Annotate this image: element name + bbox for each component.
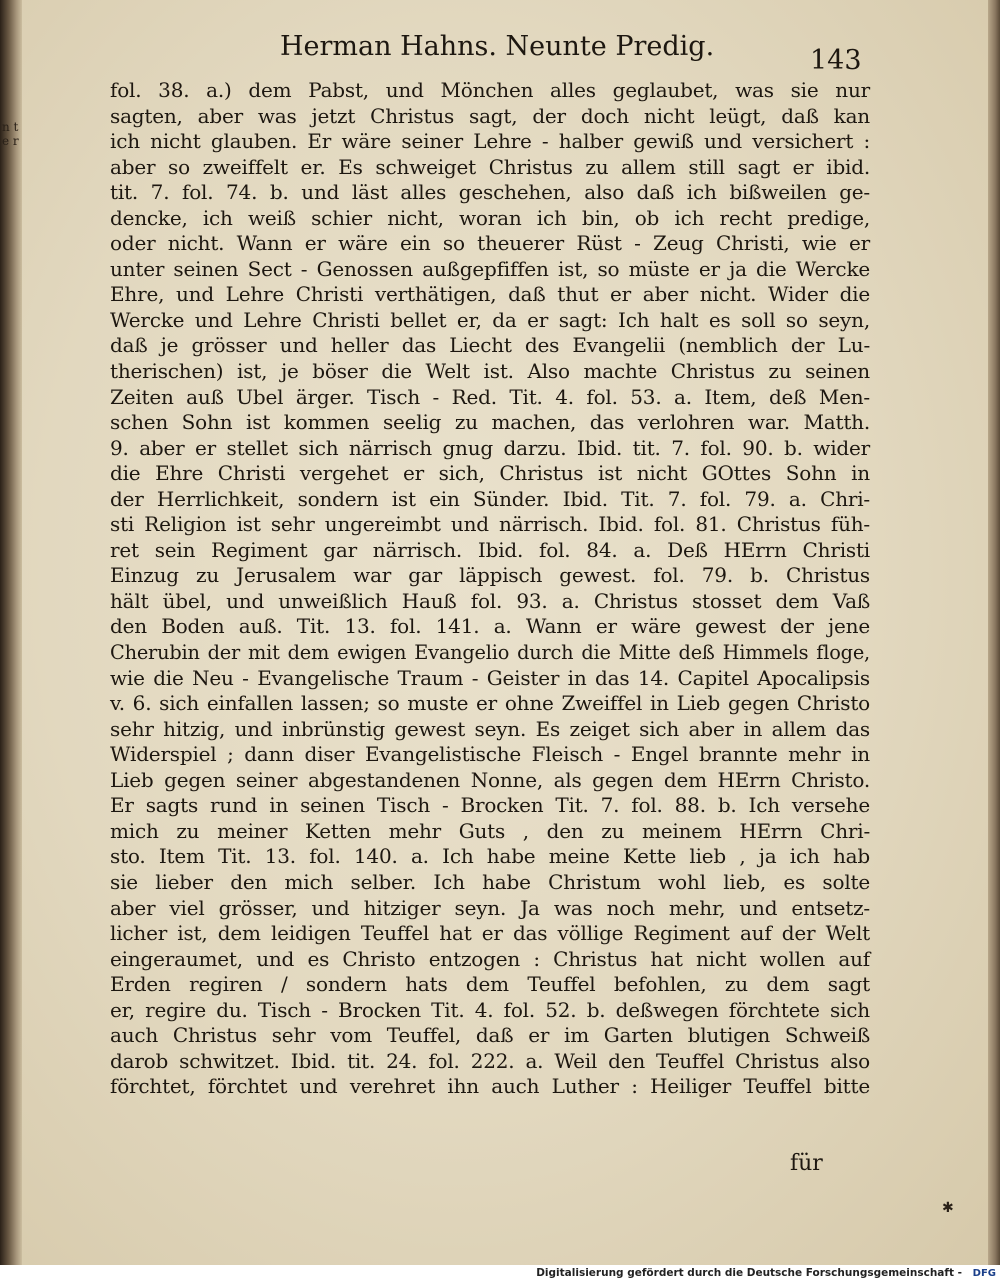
text-line: aber viel grösser, und hitziger seyn. Ja was noch mehr, und entsetz-: [110, 895, 870, 920]
text-line: Cherubin der mit dem ewigen Evangelio durch die Mitte deß Himmels floge,: [110, 641, 870, 665]
text-line: tit. 7. fol. 74. b. und läst alles geschehen, also daß ich bißweilen ge-: [110, 180, 870, 205]
text-line: ich nicht glauben. Er wäre seiner Lehre - halber gewiß und versichert :: [110, 129, 870, 154]
page-number: 143: [810, 45, 862, 76]
signature-mark: ✱: [942, 1200, 954, 1216]
text-line: schen Sohn ist kommen seelig zu machen, das verlohren war. Matth.: [110, 410, 870, 435]
text-line: sto. Item Tit. 13. fol. 140. a. Ich habe meine Kette lieb , ja ich hab: [110, 844, 870, 869]
text-line: oder nicht. Wann er wäre ein so theuerer Rüst - Zeug Christi, wie er: [110, 231, 870, 256]
text-line: unter seinen Sect - Genossen außgepfiffen ist, so müste er ja die Wercke: [110, 256, 870, 281]
facing-page-fragments: n t e r: [2, 120, 19, 148]
text-line: Ehre, und Lehre Christi verthätigen, daß thut er aber nicht. Wider die: [110, 282, 870, 307]
text-line: sagten, aber was jetzt Christus sagt, der doch nicht leügt, daß kan: [110, 103, 870, 128]
text-line: sie lieber den mich selber. Ich habe Christum wohl lieb, es solte: [110, 869, 870, 894]
text-line: licher ist, dem leidigen Teuffel hat er das völlige Regiment auf der Welt: [110, 921, 870, 946]
text-line: eingeraumet, und es Christo entzogen : Christus hat nicht wollen auf: [110, 946, 870, 971]
text-line: Erden regiren / sondern hats dem Teuffel befohlen, zu dem sagt: [110, 972, 870, 997]
text-line: dencke, ich weiß schier nicht, woran ich bin, ob ich recht predige,: [110, 205, 870, 230]
text-line: ret sein Regiment gar närrisch. Ibid. fol. 84. a. Deß HErrn Christi: [110, 537, 870, 562]
text-line: Einzug zu Jerusalem war gar läppisch gewest. fol. 79. b. Christus: [110, 563, 870, 588]
text-line: v. 6. sich einfallen lassen; so muste er ohne Zweiffel in Lieb gegen Christo: [110, 691, 870, 716]
text-line: Zeiten auß Ubel ärger. Tisch - Red. Tit. 4. fol. 53. a. Item, deß Men-: [110, 384, 870, 409]
text-line: auch Christus sehr vom Teuffel, daß er im Garten blutigen Schweiß: [110, 1023, 870, 1048]
text-line: therischen) ist, je böser die Welt ist. Also machte Christus zu seinen: [110, 359, 870, 384]
running-title: Herman Hahns. Neunte Predig.: [280, 31, 715, 62]
text-line: Lieb gegen seiner abgestandenen Nonne, als gegen dem HErrn Christo.: [110, 767, 870, 792]
text-line: Widerspiel ; dann diser Evangelistische Fleisch - Engel brannte mehr in: [110, 742, 870, 767]
dfg-logo: DFG: [972, 1268, 996, 1279]
text-line: daß je grösser und heller das Liecht des Evangelii (nemblich der Lu-: [110, 333, 870, 358]
text-line: hält übel, und unweißlich Hauß fol. 93. a. Christus stosset dem Vaß: [110, 588, 870, 613]
text-line: der Herrlichkeit, sondern ist ein Sünder. Ibid. Tit. 7. fol. 79. a. Chri-: [110, 486, 870, 511]
text-line: den Boden auß. Tit. 13. fol. 141. a. Wann er wäre gewest der jene: [110, 614, 870, 639]
digitization-credit: Digitalisierung gefördert durch die Deutsche Forschungsgemeinschaft -: [536, 1267, 962, 1279]
page-right-edge: [988, 0, 1000, 1265]
text-line: aber so zweiffelt er. Es schweiget Christus zu allem still sagt er ibid.: [110, 154, 870, 179]
text-line: darob schwitzet. Ibid. tit. 24. fol. 222. a. Weil den Teuffel Christus also: [110, 1048, 870, 1073]
text-line: Er sagts rund in seinen Tisch - Brocken Tit. 7. fol. 88. b. Ich versehe: [110, 793, 870, 818]
text-line: sti Religion ist sehr ungereimbt und närrisch. Ibid. fol. 81. Christus füh-: [110, 512, 870, 537]
text-line: sehr hitzig, und inbrünstig gewest seyn. Es zeiget sich aber in allem das: [110, 716, 870, 741]
catchword: für: [790, 1151, 823, 1176]
text-line: 9. aber er stellet sich närrisch gnug darzu. Ibid. tit. 7. fol. 90. b. wider: [110, 435, 870, 460]
text-line: er, regire du. Tisch - Brocken Tit. 4. fol. 52. b. deßwegen förchtete sich: [110, 997, 870, 1022]
text-line: die Ehre Christi vergehet er sich, Christus ist nicht GOttes Sohn in: [110, 461, 870, 486]
text-line: fol. 38. a.) dem Pabst, und Mönchen alles geglaubet, was sie nur: [110, 78, 870, 102]
text-line: wie die Neu - Evangelische Traum - Geister in das 14. Capitel Apocalipsis: [110, 665, 870, 690]
body-text: [110, 78, 870, 1100]
text-line: Wercke und Lehre Christi bellet er, da er sagt: Ich halt es soll so seyn,: [110, 307, 870, 332]
text-line: förchtet, förchtet und verehret ihn auch Luther : Heiliger Teuffel bitte: [110, 1074, 870, 1099]
text-line: mich zu meiner Ketten mehr Guts , den zu meinem HErrn Chri-: [110, 818, 870, 843]
